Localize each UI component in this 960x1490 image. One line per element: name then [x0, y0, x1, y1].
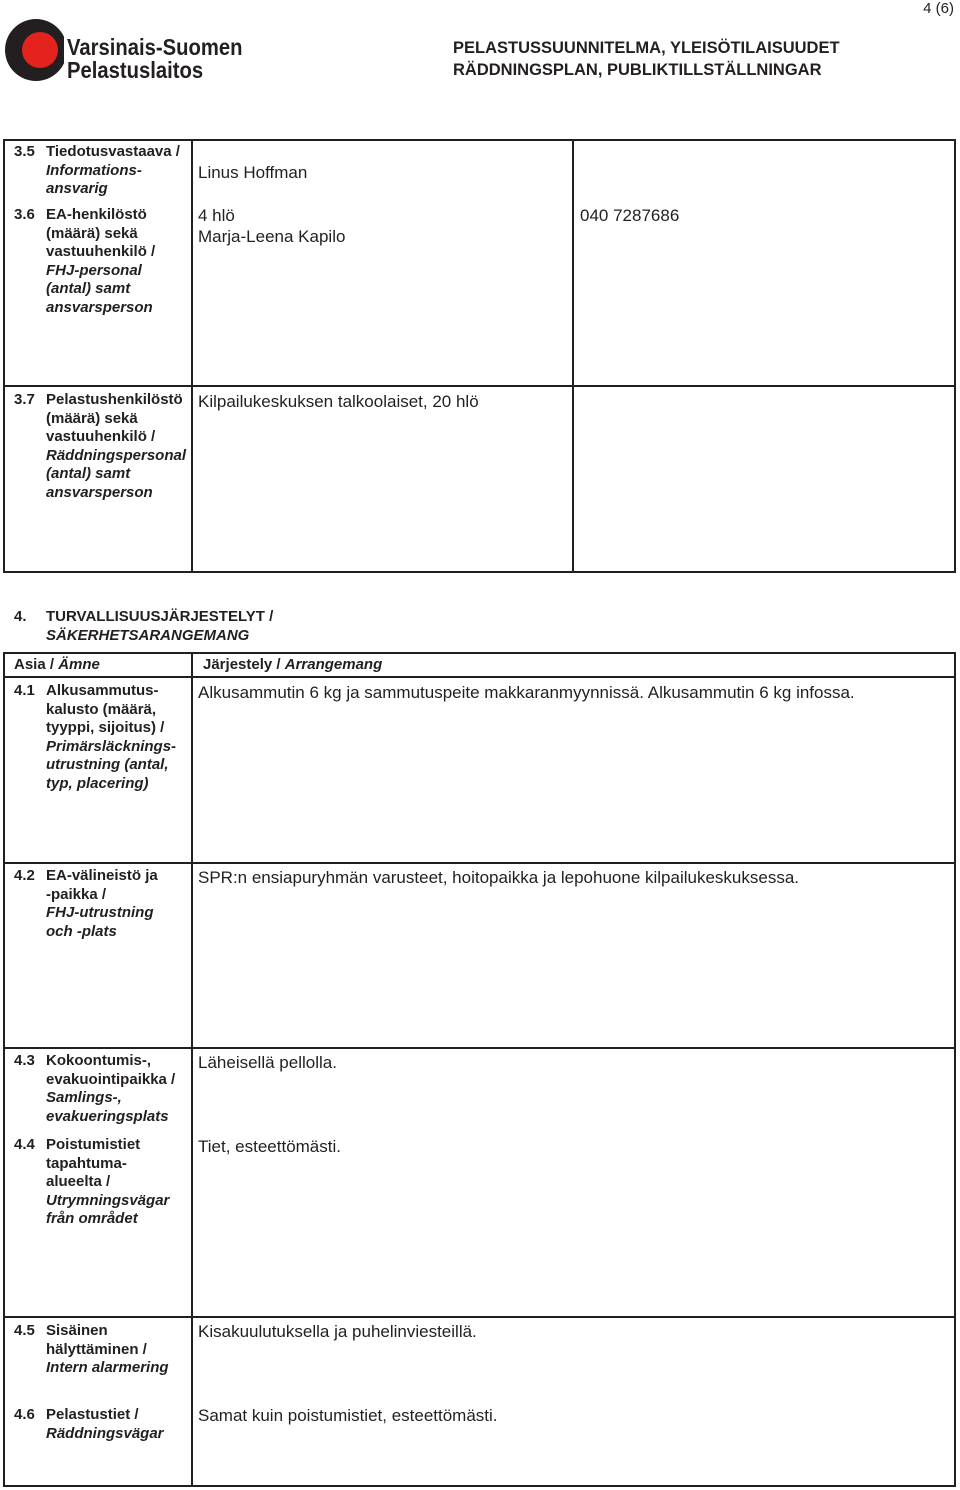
- row-4-4-label-sv-1: Utrymningsvägar: [46, 1191, 170, 1209]
- rescue-department-logo: [4, 17, 64, 83]
- row-4-3-label: [14, 1052, 190, 1130]
- row-4-5-label-fi-1: Sisäinen: [46, 1322, 108, 1339]
- row-3-6-label-sv-3: ansvarsperson: [46, 298, 153, 316]
- row-3-6-label-fi-2: (määrä) sekä: [46, 224, 138, 242]
- row-4-6-label-fi-1: Pelastustiet /: [46, 1406, 139, 1423]
- row-3-7-value: Kilpailukeskuksen talkoolaiset, 20 hlö: [198, 392, 479, 411]
- row-3-7-label-fi-2: (määrä) sekä: [46, 409, 138, 427]
- organization-name-line1: Varsinais-Suomen: [67, 34, 243, 60]
- row-4-1-label-sv-1: Primärsläcknings-: [46, 737, 177, 755]
- row-4-2-label-fi-1: EA-välineistö ja: [46, 867, 158, 884]
- logo-red-circle: [22, 32, 58, 68]
- section3-row-divider: [3, 385, 956, 387]
- row-4-1-label: [14, 682, 190, 797]
- organization-name: [67, 36, 242, 82]
- page-number: 4 (6): [923, 0, 954, 17]
- row-4-1-label-fi-3: tyyppi, sijoitus) /: [46, 719, 165, 736]
- row-3-6-label: [14, 206, 190, 321]
- row-3-6-number: 3.6: [14, 206, 35, 223]
- section4-heading: [14, 607, 414, 647]
- document-title: [453, 37, 840, 81]
- row-4-4-number: 4.4: [14, 1136, 35, 1153]
- row-4-2-number: 4.2: [14, 867, 35, 884]
- row-3-6-value-1: 4 hlö: [198, 206, 235, 225]
- column-header-arrangement-sv: Arrangemang: [284, 656, 383, 673]
- row-3-5-label-fi: Tiedotusvastaava /: [46, 143, 180, 160]
- row-4-4-label-fi-2: tapahtuma-: [46, 1154, 127, 1172]
- column-header-topic: [14, 655, 100, 674]
- row-3-7-label-fi-3: vastuuhenkilö /: [46, 428, 156, 445]
- row-3-6-label-fi-1: EA-henkilöstö: [46, 206, 147, 223]
- row-4-5-value: Kisakuulutuksella ja puhelinviesteillä.: [198, 1322, 477, 1341]
- row-4-5-number: 4.5: [14, 1322, 35, 1339]
- row-3-5-label: [14, 143, 190, 203]
- row-4-1-label-sv-2: utrustning (antal,: [46, 756, 169, 773]
- row-4-3-value: Läheisellä pellolla.: [198, 1053, 337, 1072]
- row-4-1-label-fi-1: Alkusammutus-: [46, 682, 159, 699]
- row-4-1-label-fi-2: kalusto (määrä,: [46, 700, 157, 718]
- row-3-6-contact: 040 7287686: [580, 206, 680, 225]
- document-title-fi: PELASTUSSUUNNITELMA, YLEISÖTILAISUUDET: [453, 39, 840, 57]
- section4-header-divider: [3, 676, 956, 678]
- row-4-3-label-fi-1: Kokoontumis-,: [46, 1052, 151, 1069]
- row-3-7-label-sv-3: ansvarsperson: [46, 483, 153, 501]
- column-header-topic-fi: Asia /: [14, 656, 59, 673]
- section4-title-fi: TURVALLISUUSJÄRJESTELYT /: [46, 608, 274, 625]
- row-4-2-label-fi-2: -paikka /: [46, 885, 107, 903]
- column-header-arrangement-fi: Järjestely /: [203, 656, 285, 673]
- row-3-6-value-2: Marja-Leena Kapilo: [198, 227, 346, 246]
- row-4-2-label: [14, 867, 190, 945]
- row-4-2-label-sv-1: FHJ-utrustning: [46, 904, 154, 921]
- row-4-4-label-fi-3: alueelta /: [46, 1173, 111, 1190]
- section4-row-divider-2: [3, 1047, 956, 1049]
- section3-divider-2: [572, 139, 574, 573]
- section4-title-sv: SÄKERHETSARANGEMANG: [46, 627, 250, 644]
- row-4-3-label-fi-2: evakuointipaikka /: [46, 1070, 176, 1088]
- row-3-7-label-sv-2: (antal) samt: [46, 465, 131, 482]
- row-3-6-label-sv-2: (antal) samt: [46, 280, 131, 297]
- section4-divider: [191, 652, 193, 1487]
- row-4-4-label: [14, 1136, 190, 1232]
- row-3-5-number: 3.5: [14, 143, 35, 160]
- organization-name-line2: Pelastuslaitos: [67, 57, 204, 83]
- section3-table: [3, 139, 956, 573]
- row-3-6-label-fi-3: vastuuhenkilö /: [46, 243, 156, 260]
- row-4-2-value: SPR:n ensiapuryhmän varusteet, hoitopaikka ja lepohuone kilpailukeskuksessa.: [198, 868, 800, 887]
- section4-row-divider-3: [3, 1316, 956, 1318]
- row-3-6-label-sv-1: FHJ-personal: [46, 261, 142, 279]
- row-3-7-number: 3.7: [14, 391, 35, 408]
- row-3-7-label-fi-1: Pelastushenkilöstö: [46, 391, 183, 408]
- row-4-4-value: Tiet, esteettömästi.: [198, 1137, 341, 1156]
- column-header-topic-sv: Ämne: [58, 656, 100, 673]
- row-4-6-value: Samat kuin poistumistiet, esteettömästi.: [198, 1406, 498, 1425]
- column-header-arrangement: [203, 655, 382, 674]
- row-4-4-label-fi-1: Poistumistiet: [46, 1136, 141, 1153]
- row-4-4-label-sv-2: från området: [46, 1210, 138, 1227]
- row-4-5-label-fi-2: hälyttäminen /: [46, 1340, 147, 1358]
- row-4-1-label-sv-3: typ, placering): [46, 774, 149, 792]
- row-4-6-label: [14, 1406, 190, 1446]
- document-title-sv: RÄDDNINGSPLAN, PUBLIKTILLSTÄLLNINGAR: [453, 61, 822, 79]
- row-3-5-label-sv-1: Informations-: [46, 161, 142, 179]
- row-3-7-label-sv-1: Räddningspersonal: [46, 446, 187, 464]
- row-4-3-label-sv-2: evakueringsplats: [46, 1107, 169, 1125]
- row-4-1-value: Alkusammutin 6 kg ja sammutuspeite makkaranmyynnissä. Alkusammutin 6 kg infossa.: [198, 683, 855, 702]
- row-4-6-number: 4.6: [14, 1406, 35, 1423]
- row-4-6-label-sv-1: Räddningsvägar: [46, 1424, 164, 1442]
- row-4-3-label-sv-1: Samlings-,: [46, 1089, 122, 1106]
- row-3-5-value: Linus Hoffman: [198, 163, 308, 182]
- row-4-3-number: 4.3: [14, 1052, 35, 1069]
- row-3-5-label-sv-2: ansvarig: [46, 180, 108, 197]
- row-4-5-label: [14, 1322, 190, 1382]
- section3-divider-1: [191, 139, 193, 573]
- row-4-5-label-sv-1: Intern alarmering: [46, 1359, 169, 1376]
- row-3-7-label: [14, 391, 190, 506]
- section4-number: 4.: [14, 608, 27, 625]
- row-4-2-label-sv-2: och -plats: [46, 922, 117, 940]
- section4-row-divider-1: [3, 862, 956, 864]
- row-4-1-number: 4.1: [14, 682, 35, 699]
